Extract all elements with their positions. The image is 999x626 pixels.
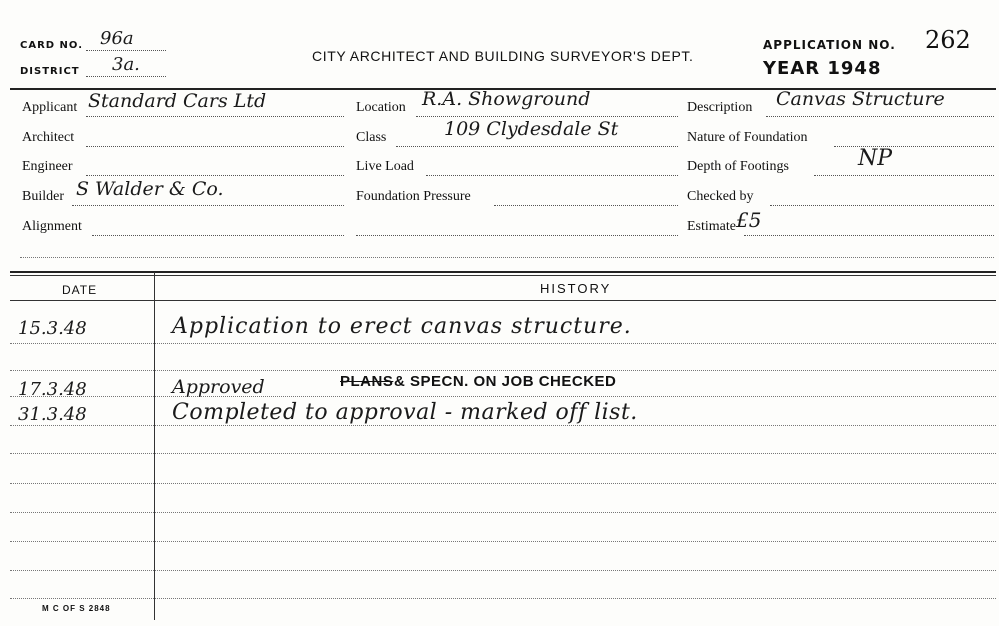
applicant-value: Standard Cars Ltd <box>88 90 267 112</box>
location-label: Location <box>356 100 406 115</box>
card-no-label: CARD NO. <box>20 40 84 51</box>
nature-of-foundation-label: Nature of Foundation <box>687 130 808 145</box>
engineer-line <box>86 175 344 176</box>
history-top-rule-2 <box>10 275 996 276</box>
history-row-text: Approved <box>172 376 265 398</box>
engineer-label: Engineer <box>22 159 73 174</box>
history-line <box>10 396 996 397</box>
checked-stamp: & SPECN. ON JOB CHECKED <box>394 373 617 390</box>
history-line <box>10 483 996 484</box>
date-header: DATE <box>62 283 98 297</box>
foundation-pressure-label: Foundation Pressure <box>356 189 471 204</box>
card-no-value: 96a <box>100 28 134 49</box>
description-line <box>766 116 994 117</box>
history-top-rule <box>10 271 996 273</box>
struck-plans-stamp: PLANS <box>340 373 394 390</box>
application-number: 262 <box>925 26 971 54</box>
history-header-rule <box>10 300 996 301</box>
architect-line <box>86 146 344 147</box>
fields-bottom-line <box>20 257 994 258</box>
description-label: Description <box>687 100 753 115</box>
location-value: R.A. Showground <box>422 88 591 110</box>
district-value: 3a. <box>112 54 140 75</box>
history-row-text: Application to erect canvas structure. <box>172 314 632 339</box>
history-line <box>10 570 996 571</box>
history-line <box>10 598 996 599</box>
location-line <box>416 116 678 117</box>
class-label: Class <box>356 130 387 145</box>
column2-blank-line <box>356 235 678 236</box>
builder-value: S Walder & Co. <box>76 178 224 200</box>
depth-of-footings-label: Depth of Footings <box>687 159 789 174</box>
live-load-label: Live Load <box>356 159 414 174</box>
history-line <box>10 370 996 371</box>
estimate-label: Estimate <box>687 219 736 234</box>
history-line <box>10 425 996 426</box>
applicant-label: Applicant <box>22 100 78 115</box>
application-label: APPLICATION NO. <box>763 38 896 52</box>
estimate-value: £5 <box>736 208 762 232</box>
history-row-text: Completed to approval - marked off list. <box>172 400 638 425</box>
history-line <box>10 343 996 344</box>
history-line <box>10 512 996 513</box>
depth-of-footings-value: NP <box>858 146 893 171</box>
depth-line <box>814 175 994 176</box>
form-code: M C OF S 2848 <box>42 604 111 613</box>
history-header: HISTORY <box>540 281 612 296</box>
history-row-date: 15.3.48 <box>18 318 87 339</box>
history-line <box>10 453 996 454</box>
district-label: DISTRICT <box>20 66 80 77</box>
checked-line <box>770 205 994 206</box>
estimate-line <box>744 235 994 236</box>
card-no-line <box>86 50 166 51</box>
class-value: 109 Clydesdale St <box>444 118 619 140</box>
applicant-line <box>86 116 344 117</box>
alignment-label: Alignment <box>22 219 82 234</box>
builder-line <box>72 205 344 206</box>
year: YEAR 1948 <box>763 58 882 79</box>
class-line <box>396 146 678 147</box>
live-load-line <box>426 175 678 176</box>
history-line <box>10 541 996 542</box>
architect-label: Architect <box>22 130 75 145</box>
district-line <box>86 76 166 77</box>
history-row-date: 17.3.48 <box>18 379 87 400</box>
date-column-divider <box>154 272 155 620</box>
checked-by-label: Checked by <box>687 189 754 204</box>
department-title: CITY ARCHITECT AND BUILDING SURVEYOR'S DEPT. <box>312 48 694 64</box>
alignment-line <box>92 235 344 236</box>
history-row-date: 31.3.48 <box>18 404 87 425</box>
builder-label: Builder <box>22 189 64 204</box>
description-value: Canvas Structure <box>776 88 945 110</box>
foundation-pressure-line <box>494 205 678 206</box>
